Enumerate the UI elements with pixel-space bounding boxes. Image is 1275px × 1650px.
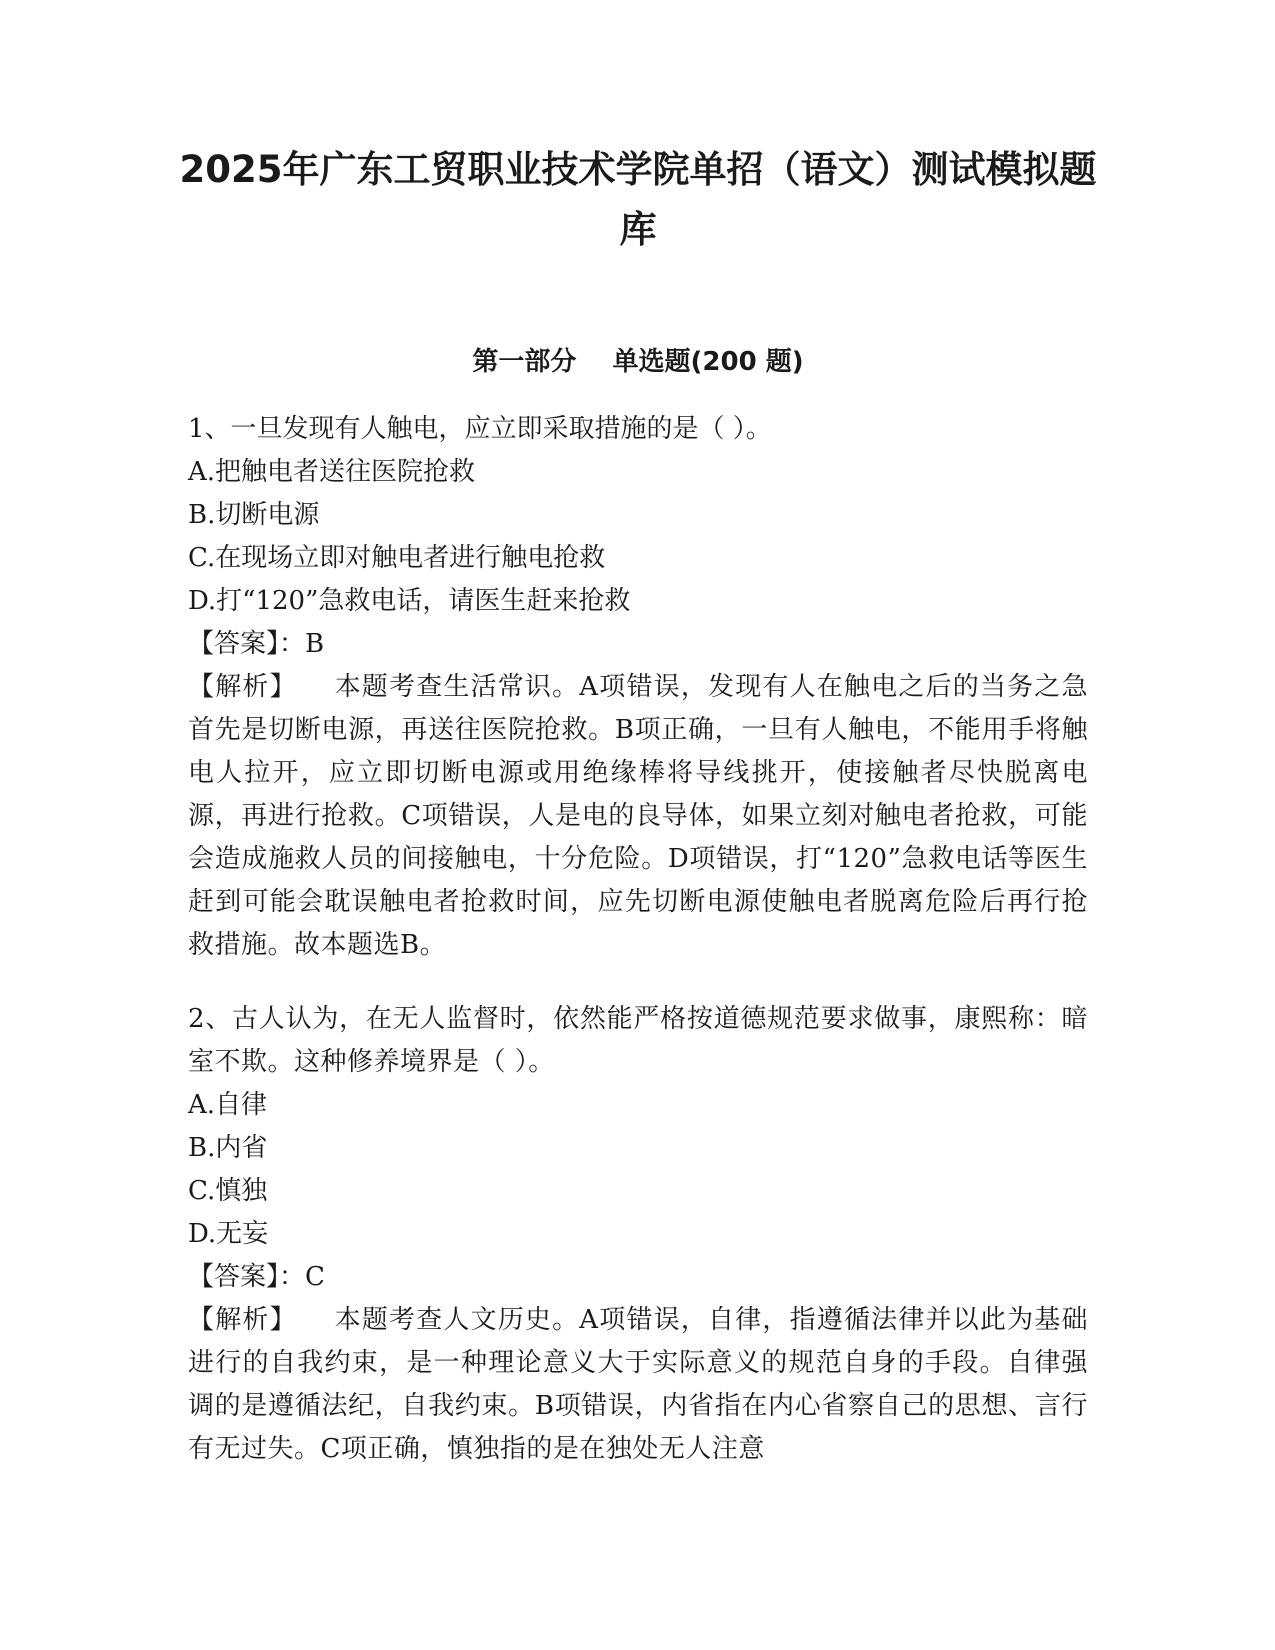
- question-stem: 2、古人认为，在无人监督时，依然能严格按道德规范要求做事，康熙称：暗室不欺。这种修养境界是（ ）。: [188, 1004, 1088, 1077]
- option-b: B.内省: [188, 1133, 268, 1163]
- answer: 【答案】：B: [188, 629, 325, 659]
- option-b: B.切断电源: [188, 500, 320, 530]
- analysis: [188, 1299, 1088, 1471]
- question-1: [188, 408, 1088, 967]
- option-c: C.慎独: [188, 1176, 268, 1206]
- analysis-text: 本题考查人文历史。A项错误，自律，指遵循法律并以此为基础进行的自我约束，是一种理论意义大于实际意义的规范自身的手段。自律强调的是遵循法纪，自我约束。B项错误，内省指在内心省察自己的思想、言行有无过失。C项正确，慎独指的是在独处无人注意: [188, 1305, 1088, 1464]
- option-d: D.打“120”急救电话，请医生赶来抢救: [188, 586, 631, 616]
- document-title: 2025年广东工贸职业技术学院单招（语文）测试模拟题库: [179, 148, 1097, 251]
- analysis-text: 本题考查生活常识。A项错误，发现有人在触电之后的当务之急首先是切断电源，再送往医院抢救。B项正确，一旦有人触电，不能用手将触电人拉开，应立即切断电源或用绝缘棒将导线挑开，使接触者尽快脱离电源，再进行抢救。C项错误，人是电的良导体，如果立刻对触电者抢救，可能会造成施救人员的间接触电，十分危险。D项错误，打“120”急救电话等医生赶到可能会耽误触电者抢救时间，应先切断电源使触电者脱离危险后再行抢救措施。故本题选B。: [188, 672, 1088, 960]
- analysis: [188, 666, 1088, 967]
- analysis-label: 【解析】: [188, 1305, 297, 1335]
- question-stem: 1、一旦发现有人触电，应立即采取措施的是（ ）。: [188, 414, 772, 444]
- option-a: A.把触电者送往医院抢救: [188, 457, 476, 487]
- option-a: A.自律: [188, 1090, 268, 1120]
- section-title: 第一部分 单选题(200 题): [472, 347, 804, 377]
- answer: 【答案】：C: [188, 1262, 325, 1292]
- question-2: [188, 998, 1088, 1471]
- analysis-label: 【解析】: [188, 672, 297, 702]
- option-c: C.在现场立即对触电者进行触电抢救: [188, 543, 606, 573]
- option-d: D.无妄: [188, 1219, 269, 1249]
